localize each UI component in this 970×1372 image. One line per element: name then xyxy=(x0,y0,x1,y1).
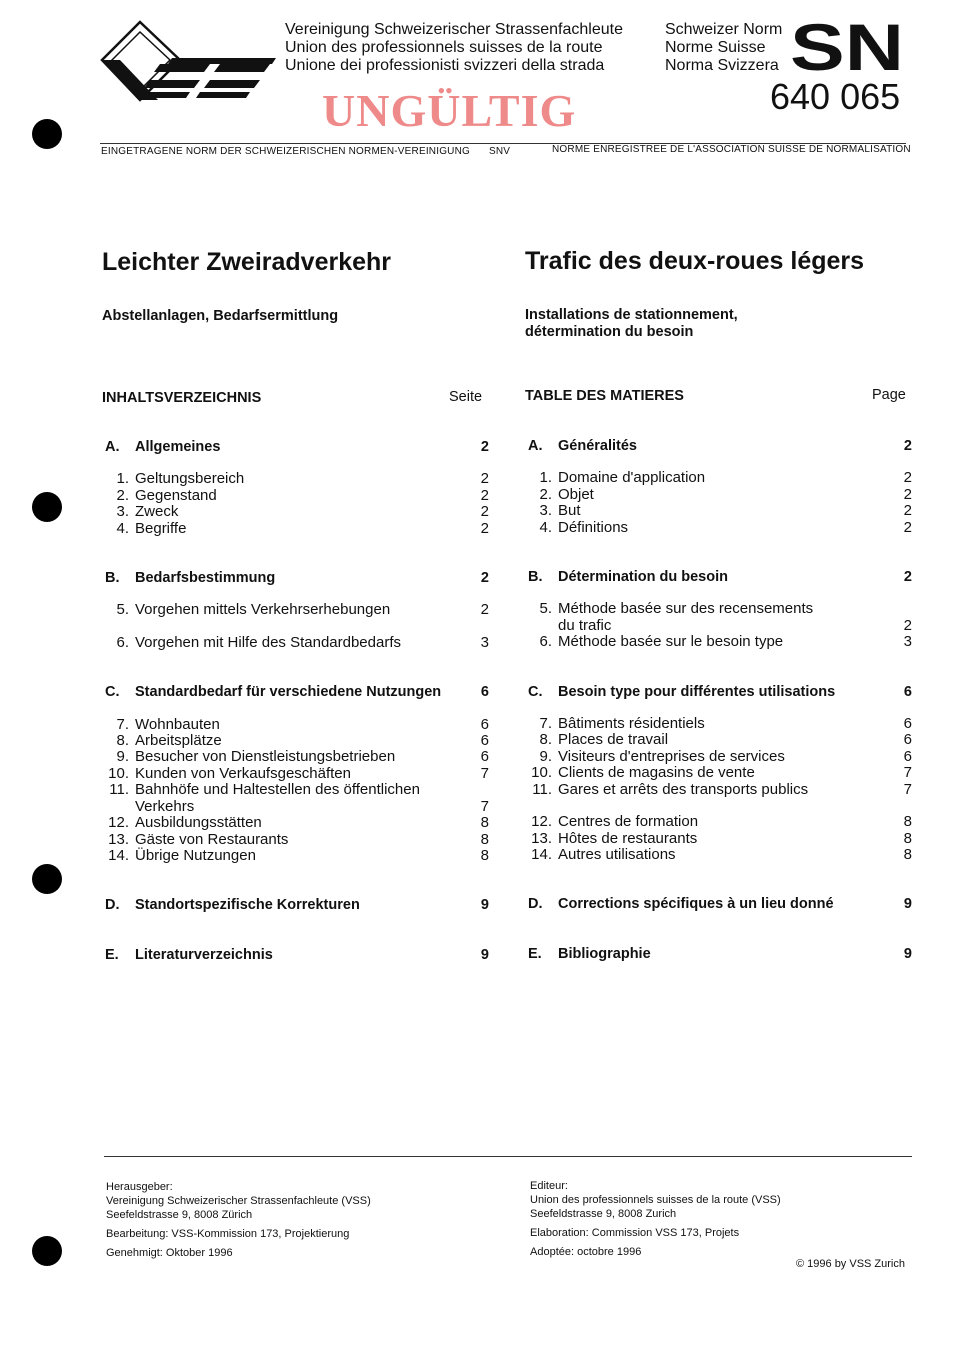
toc-entry-number: 14. xyxy=(531,845,552,863)
registration-de: EINGETRAGENE NORM DER SCHWEIZERISCHEN NORMEN-VEREINIGUNG xyxy=(101,146,471,157)
toc-entry-page: 6 xyxy=(903,731,912,749)
toc-entry-title: Besucher von Dienstleistungsbetrieben xyxy=(135,748,396,766)
toc-entry-title: Méthode basée sur des recensements du trafic xyxy=(558,600,814,634)
toc-entry-page: 6 xyxy=(903,715,912,733)
toc-entry xyxy=(101,504,489,520)
punch-hole xyxy=(32,864,62,894)
toc-entry xyxy=(101,832,489,848)
toc-entry xyxy=(101,521,489,537)
punch-hole xyxy=(32,1236,62,1266)
toc-entry-number: 8. xyxy=(539,731,552,749)
toc-entry-page: 8 xyxy=(903,829,912,847)
toc-entry xyxy=(101,848,489,864)
toc-entry-page: 7 xyxy=(480,797,489,815)
toc-entry-number: 7. xyxy=(539,715,552,733)
toc-section-letter: C. xyxy=(528,683,543,700)
toc-entry-title: Objet xyxy=(558,485,594,503)
toc-entry-number: 4. xyxy=(116,519,129,537)
toc-entry xyxy=(524,847,912,863)
toc-entry-number: 13. xyxy=(531,829,552,847)
toc-entry-page: 2 xyxy=(903,485,912,503)
toc-entry xyxy=(101,766,489,782)
toc-entry-page: 8 xyxy=(903,845,912,863)
toc-entry-title: Visiteurs d'entreprises de services xyxy=(558,747,785,765)
invalid-stamp: UNGÜLTIG xyxy=(322,85,577,136)
toc-entry-number: 12. xyxy=(108,814,129,832)
toc-entry xyxy=(101,717,489,733)
toc-section-label: Corrections spécifiques à un lieu donné xyxy=(558,896,834,913)
toc-entry xyxy=(524,634,912,650)
toc-entry-title: Vorgehen mit Hilfe des Standardbedarfs xyxy=(135,633,401,651)
toc-entry-number: 7. xyxy=(116,715,129,733)
toc-entry-number: 11. xyxy=(532,780,552,798)
toc-entry-page: 2 xyxy=(480,601,489,619)
toc-entry xyxy=(101,782,489,815)
toc-entry-title: Gegenstand xyxy=(135,486,217,504)
toc-entry-page: 2 xyxy=(480,503,489,521)
toc-section-letter: B. xyxy=(528,569,543,586)
toc-entry-page: 2 xyxy=(480,519,489,537)
toc-section-heading xyxy=(101,897,489,913)
vss-logo-icon xyxy=(100,20,280,102)
toc-section-heading xyxy=(101,947,489,963)
toc-section-page: 2 xyxy=(480,439,489,455)
copyright: © 1996 by VSS Zurich xyxy=(796,1258,905,1270)
toc-entry-title: Gares et arrêts des transports publics xyxy=(558,780,809,798)
toc-section-page: 2 xyxy=(903,569,912,586)
toc-entry-page: 8 xyxy=(903,813,912,831)
toc-section-heading xyxy=(101,684,489,700)
toc-entry-title: Bâtiments résidentiels xyxy=(558,715,705,733)
toc-section xyxy=(101,684,489,864)
toc-entry-title: Arbeitsplätze xyxy=(135,732,222,750)
toc-entry-page: 8 xyxy=(480,846,489,864)
sn-logo-text: SN xyxy=(790,20,904,72)
toc-entry xyxy=(524,487,912,503)
norm-line-fr: Norme Suisse xyxy=(665,39,766,56)
toc-entry xyxy=(524,765,912,781)
toc-entry-page: 6 xyxy=(480,715,489,733)
toc-entry-number: 2. xyxy=(539,485,552,503)
footer-fr-line: Adoptée: octobre 1996 xyxy=(530,1246,642,1258)
org-line-fr: Union des professionnels suisses de la route xyxy=(285,39,603,56)
toc-entry-number: 10. xyxy=(531,764,552,782)
toc-entry-number: 2. xyxy=(116,486,129,504)
toc-entry-page: 7 xyxy=(903,780,912,798)
toc-entry-title: Vorgehen mittels Verkehrserhebungen xyxy=(135,601,391,619)
toc-entry-page: 3 xyxy=(903,633,912,651)
norm-labels xyxy=(665,21,782,75)
toc-section-letter: E. xyxy=(528,945,542,962)
toc-entry xyxy=(101,488,489,504)
toc-entry xyxy=(524,520,912,536)
toc-section-letter: D. xyxy=(105,897,120,914)
toc-section-letter: C. xyxy=(105,684,120,701)
toc-section-label: Literaturverzeichnis xyxy=(135,946,273,963)
footer-de-line: Seefeldstrasse 9, 8008 Zürich xyxy=(106,1209,253,1221)
toc-section-page: 9 xyxy=(903,896,912,913)
toc-section xyxy=(524,946,912,962)
toc-entry xyxy=(524,732,912,748)
page-label-de: Seite xyxy=(449,389,483,405)
toc-entry-page: 8 xyxy=(480,814,489,832)
toc-section-heading xyxy=(524,946,912,962)
org-line-de: Vereinigung Schweizerischer Strassenfachleute xyxy=(285,21,623,38)
toc-entry-title: Clients de magasins de vente xyxy=(558,764,755,782)
toc-entry-title: Kunden von Verkaufsgeschäften xyxy=(135,764,351,782)
toc-entry-page: 2 xyxy=(903,469,912,487)
toc-section xyxy=(101,570,489,651)
toc-entry-number: 3. xyxy=(116,503,129,521)
toc-entry-title: Centres de formation xyxy=(558,813,699,831)
registration-snv: SNV xyxy=(489,146,511,157)
toc-entry-title: Wohnbauten xyxy=(135,715,220,733)
toc-section-heading xyxy=(524,569,912,585)
toc-title-de: INHALTSVERZEICHNIS xyxy=(102,390,262,406)
toc-section-label: Bibliographie xyxy=(558,945,651,962)
toc-title-fr: TABLE DES MATIERES xyxy=(525,388,684,404)
toc-entry-title: Domaine d'application xyxy=(558,469,706,487)
toc-entry xyxy=(524,601,912,634)
toc-section-letter: E. xyxy=(105,946,119,963)
toc-entry-title: Begriffe xyxy=(135,519,187,537)
footer-rule xyxy=(104,1156,912,1157)
toc-entry-number: 4. xyxy=(539,518,552,536)
toc-section xyxy=(524,438,912,536)
toc-section-page: 9 xyxy=(480,897,489,914)
toc-section-letter: A. xyxy=(105,439,120,455)
toc-entry-title: Bahnhöfe und Haltestellen des öffentlichen Verkehrs xyxy=(135,781,420,815)
toc-entry-number: 9. xyxy=(539,747,552,765)
toc-entry-title: Places de travail xyxy=(558,731,669,749)
toc-section-label: Standardbedarf für verschiedene Nutzungen xyxy=(135,684,442,701)
toc-entry-page: 7 xyxy=(903,764,912,782)
toc-section xyxy=(524,896,912,912)
punch-hole xyxy=(32,119,62,149)
toc-entry xyxy=(524,749,912,765)
sn-logo-icon xyxy=(790,20,906,72)
toc-entry-page: 6 xyxy=(480,748,489,766)
toc-section-label: Allgemeines xyxy=(135,439,221,455)
toc-entry-page: 3 xyxy=(480,633,489,651)
toc-entry-number: 1. xyxy=(116,470,129,488)
toc-entry-page: 2 xyxy=(903,616,912,634)
toc-entry-page: 2 xyxy=(480,470,489,488)
toc-section-page: 6 xyxy=(903,683,912,700)
toc-entry-page: 2 xyxy=(480,486,489,504)
subtitle-fr: Installations de stationnement, détermination du besoin xyxy=(525,307,738,340)
toc-entry-title: But xyxy=(558,502,581,520)
toc-entry xyxy=(524,503,912,519)
toc-entry-title: Autres utilisations xyxy=(558,845,676,863)
toc-entry-title: Méthode basée sur le besoin type xyxy=(558,633,784,651)
toc-entry-title: Geltungsbereich xyxy=(135,470,245,488)
footer-de xyxy=(106,1180,371,1260)
toc-section-label: Généralités xyxy=(558,438,637,454)
norm-line-de: Schweizer Norm xyxy=(665,21,783,38)
toc-entry xyxy=(101,602,489,618)
toc-entry-title: Gäste von Restaurants xyxy=(135,830,289,848)
toc-entry xyxy=(524,470,912,486)
toc-section-heading xyxy=(524,896,912,912)
toc-entry xyxy=(101,815,489,831)
toc-entry-number: 12. xyxy=(531,813,552,831)
toc-section-label: Standortspezifische Korrekturen xyxy=(135,897,360,914)
toc-section xyxy=(101,947,489,963)
toc-section xyxy=(524,684,912,864)
toc-entry-title: Ausbildungsstätten xyxy=(135,814,262,832)
footer-fr-line: Elaboration: Commission VSS 173, Projets xyxy=(530,1227,740,1239)
toc-entry xyxy=(524,782,912,798)
organisation-names xyxy=(285,21,623,75)
toc-section-letter: B. xyxy=(105,570,120,587)
title-fr: Trafic des deux-roues légers xyxy=(525,247,865,275)
footer-de-line: Vereinigung Schweizerischer Strassenfachleute (VSS) xyxy=(106,1195,371,1207)
toc-section-page: 2 xyxy=(480,570,489,587)
toc-section-page: 9 xyxy=(480,946,489,963)
toc-entry xyxy=(101,471,489,487)
punch-hole xyxy=(32,492,62,522)
toc-section xyxy=(101,897,489,913)
subtitle-de: Abstellanlagen, Bedarfsermittlung xyxy=(102,308,339,324)
toc-entry xyxy=(524,814,912,830)
norm-line-it: Norma Svizzera xyxy=(665,57,779,74)
toc-section-letter: D. xyxy=(528,896,543,913)
toc-entry-number: 8. xyxy=(116,732,129,750)
toc-section-label: Détermination du besoin xyxy=(558,569,728,586)
toc-entry-number: 3. xyxy=(539,502,552,520)
toc-entry-number: 11. xyxy=(109,781,129,799)
footer-fr-line: Seefeldstrasse 9, 8008 Zurich xyxy=(530,1208,677,1220)
toc-section-letter: A. xyxy=(528,438,543,454)
toc-section-label: Besoin type pour différentes utilisations xyxy=(558,683,836,700)
toc-entry xyxy=(101,635,489,651)
toc-entry-number: 9. xyxy=(116,748,129,766)
toc-entry-number: 13. xyxy=(108,830,129,848)
toc-section-heading xyxy=(524,684,912,700)
org-line-it: Unione dei professionisti svizzeri della strada xyxy=(285,57,605,74)
toc-entry-number: 10. xyxy=(108,764,129,782)
toc-entry-page: 2 xyxy=(903,518,912,536)
toc-fr xyxy=(524,438,912,995)
toc-section-page: 6 xyxy=(480,684,489,701)
toc-entry-page: 6 xyxy=(480,732,489,750)
toc-entry-number: 6. xyxy=(539,633,552,651)
footer-de-line: Herausgeber: xyxy=(106,1181,173,1193)
toc-entry-title: Übrige Nutzungen xyxy=(135,846,256,864)
title-de: Leichter Zweiradverkehr xyxy=(102,248,392,276)
toc-entry-page: 6 xyxy=(903,747,912,765)
footer-fr-line: Union des professionnels suisses de la route (VSS) xyxy=(530,1194,781,1206)
toc-entry-page: 7 xyxy=(480,764,489,782)
toc-section xyxy=(524,569,912,651)
toc-entry-title: Hôtes de restaurants xyxy=(558,829,698,847)
toc-section-heading xyxy=(101,439,489,455)
toc-entry-number: 14. xyxy=(108,846,129,864)
toc-entry-page: 8 xyxy=(480,830,489,848)
footer-fr-line: Editeur: xyxy=(530,1180,568,1192)
toc-entry xyxy=(524,831,912,847)
toc-entry xyxy=(101,749,489,765)
toc-entry xyxy=(524,716,912,732)
norm-number: 640 065 xyxy=(770,76,901,117)
toc-entry-number: 5. xyxy=(116,601,129,619)
toc-entry-number: 6. xyxy=(116,633,129,651)
toc-section-page: 2 xyxy=(903,438,912,454)
toc-entry-title: Définitions xyxy=(558,518,629,536)
toc-entry-title: Zweck xyxy=(135,503,179,521)
toc-section-page: 9 xyxy=(903,945,912,962)
page-label-fr: Page xyxy=(872,387,906,403)
footer-de-line: Bearbeitung: VSS-Kommission 173, Projektierung xyxy=(106,1228,350,1240)
toc-entry xyxy=(101,733,489,749)
toc-entry-number: 1. xyxy=(539,469,552,487)
toc-section-heading xyxy=(101,570,489,586)
toc-section-heading xyxy=(524,438,912,454)
toc-de xyxy=(101,439,489,996)
toc-entry-page: 2 xyxy=(903,502,912,520)
footer-de-line: Genehmigt: Oktober 1996 xyxy=(106,1247,233,1259)
toc-section xyxy=(101,439,489,537)
registration-fr: NORME ENREGISTREE DE L'ASSOCIATION SUISSE DE NORMALISATION xyxy=(552,144,911,155)
footer-fr xyxy=(530,1179,781,1259)
toc-section-label: Bedarfsbestimmung xyxy=(135,570,276,587)
toc-entry-number: 5. xyxy=(539,600,552,618)
